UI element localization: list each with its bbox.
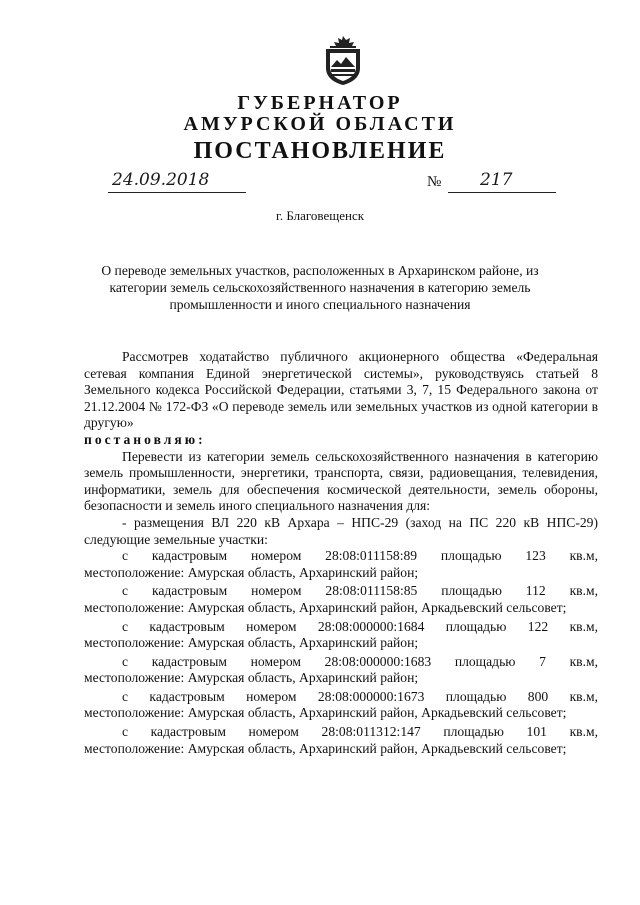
coat-of-arms-icon [322,34,364,86]
issuer-region: АМУРСКОЙ ОБЛАСТИ [183,113,457,135]
parcel-item [84,583,598,616]
parcel-line-1: с кадастровым номером 28:08:000000:1683 площадью 7 кв.м, [122,653,598,669]
parcel-line-1: с кадастровым номером 28:08:000000:1673 площадью 800 кв.м, [122,688,598,704]
parcel-line-1: с кадастровым номером 28:08:011158:89 площадью 123 кв.м, [122,548,598,564]
parcel-line-2: местоположение: Амурская область, Архаринский район, Аркадьевский сельсовет; [84,599,567,615]
city: г. Благовещенск [275,208,365,223]
parcel-item [84,654,598,687]
issuer-title: ГУБЕРНАТОР [237,92,403,114]
parcel-line-2: местоположение: Амурская область, Архаринский район; [84,670,419,686]
paragraph-1: Перевести из категории земель сельскохозяйственного назначения в категорию земель промышленности, энергетики, транспорта, связи, радиовещания, телевидения, информатики, земель для обеспечения космической деятельности, земель обороны, безопасности и земель иного специального назначения для: [84,448,598,514]
parcel-item [84,689,598,722]
parcel-item [84,548,598,581]
parcel-item [84,724,598,757]
document-number: 217 [480,170,513,190]
parcel-line-1: с кадастровым номером 28:08:000000:1684 площадью 122 кв.м, [122,618,598,634]
document-title: О переводе земельных участков, расположенных в Архаринском районе, из категории земель сельскохозяйственного назначения в категорию земель промышленности и иного специального назначения [101,263,539,312]
intro-paragraph: Рассмотрев ходатайство публичного акционерного общества «Федеральная сетевая компания Единой энергетической системы», руководствуясь статьей 8 Земельного кодекса Российской Федерации, статьями 3, 7, 15 Федерального закона от 21.12.2004 № 172-ФЗ «О переводе земель или земельных участков из одной категории в другую» [84,349,598,431]
document-date: 24.09.2018 [112,170,210,190]
parcel-line-1: с кадастровым номером 28:08:011312:147 площадью 101 кв.м, [122,724,598,740]
parcel-line-2: местоположение: Амурская область, Архаринский район, Аркадьевский сельсовет; [84,705,567,721]
decree-word: постановляю: [84,431,206,447]
parcel-line-1: с кадастровым номером 28:08:011158:85 площадью 112 кв.м, [122,583,598,599]
paragraph-2: - размещения ВЛ 220 кВ Архара – НПС-29 (заход на ПС 220 кВ НПС-29) следующие земельные участки: [84,514,598,547]
date-underline [108,192,246,193]
document-type: ПОСТАНОВЛЕНИЕ [193,138,447,164]
parcel-line-2: местоположение: Амурская область, Архаринский район; [84,564,419,580]
parcel-line-2: местоположение: Амурская область, Архаринский район, Аркадьевский сельсовет; [84,740,567,756]
parcel-line-2: местоположение: Амурская область, Архаринский район; [84,635,419,651]
number-label: № [427,174,442,190]
number-underline [448,192,556,193]
parcel-item [84,619,598,652]
document-body [84,349,598,759]
